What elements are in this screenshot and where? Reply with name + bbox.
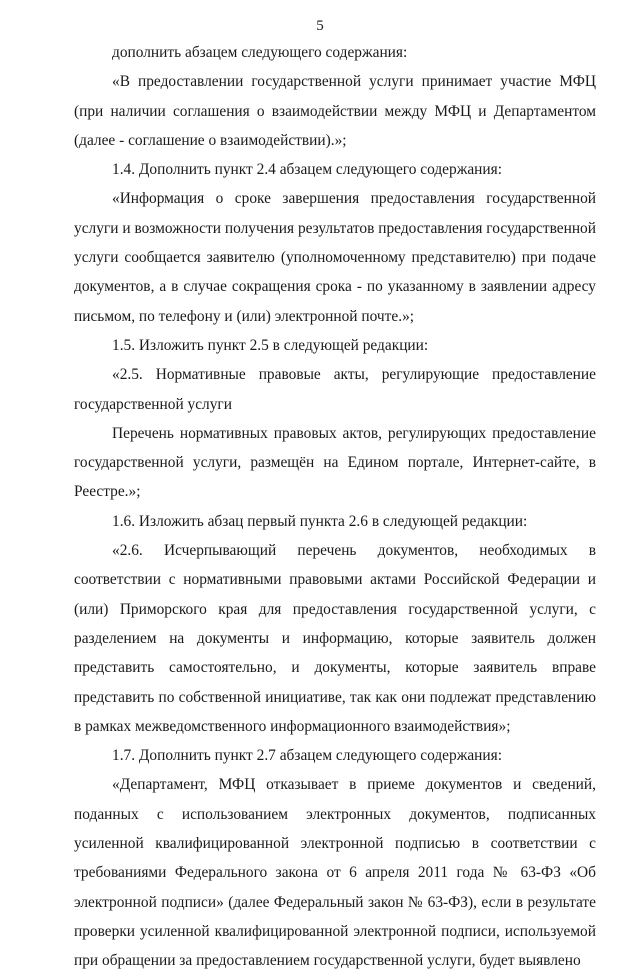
paragraph-legal-acts-list: Перечень нормативных правовых актов, регулирующих предоставление государственной услуги, размещён на Едином портале, Интернет-сайте, в Реестре.»; bbox=[74, 424, 596, 501]
paragraph-item-2-6: «2.6. Исчерпывающий перечень документов, необходимых в соответствии с нормативными правовыми актами Российской Федерации и (или) Приморского края для предоставления государственной услуги, с разделением на документы и информацию, которые заявитель должен представить самостоятельно, и документы, которые заявитель вправе представить по собственной инициативе, так как они подлежат представлению в рамках межведомственного информационного взаимодействия»; bbox=[74, 542, 596, 735]
paragraph-item-1-7: 1.7. Дополнить пункт 2.7 абзацем следующего содержания: bbox=[112, 747, 502, 765]
paragraph-mfc-participation: «В предоставлении государственной услуги принимает участие МФЦ (при наличии соглашения о взаимодействии между МФЦ и Департаментом (далее - соглашение о взаимодействии).»; bbox=[74, 73, 596, 149]
paragraph-deadline-info: «Информация о сроке завершения предоставления государственной услуги и возможности получения результатов предоставления государственной услуги сообщается заявителю (уполномоченному представителю) при подаче документов, а в случае сокращения срока - по указанному в заявлении адресу письмом, по телефону и (или) электронной почте.»; bbox=[74, 190, 596, 325]
paragraph-item-1-5: 1.5. Изложить пункт 2.5 в следующей редакции: bbox=[112, 336, 429, 354]
page-number: 5 bbox=[316, 18, 324, 34]
paragraph-item-2-5: «2.5. Нормативные правовые акты, регулирующие предоставление государственной услуги bbox=[74, 366, 596, 413]
paragraph-refusal-grounds: «Департамент, МФЦ отказывает в приеме документов и сведений, поданных с использованием электронных документов, подписанных усиленной квалифицированной электронной подписью в соответствии с требованиями Федерального закона от 6 апреля 2011 года № 63-ФЗ «Об электронной подписи» (далее Федеральный закон № 63-ФЗ), если в результате проверки усиленной квалифицированной электронной подписи, используемой при обращении за предоставлением государственной услуги, будет выявлено bbox=[74, 776, 596, 970]
paragraph-item-1-4: 1.4. Дополнить пункт 2.4 абзацем следующего содержания: bbox=[112, 161, 502, 179]
paragraph-intro: дополнить абзацем следующего содержания: bbox=[112, 44, 408, 61]
paragraph-item-1-6: 1.6. Изложить абзац первый пункта 2.6 в следующей редакции: bbox=[112, 512, 528, 530]
document-body bbox=[74, 38, 596, 976]
